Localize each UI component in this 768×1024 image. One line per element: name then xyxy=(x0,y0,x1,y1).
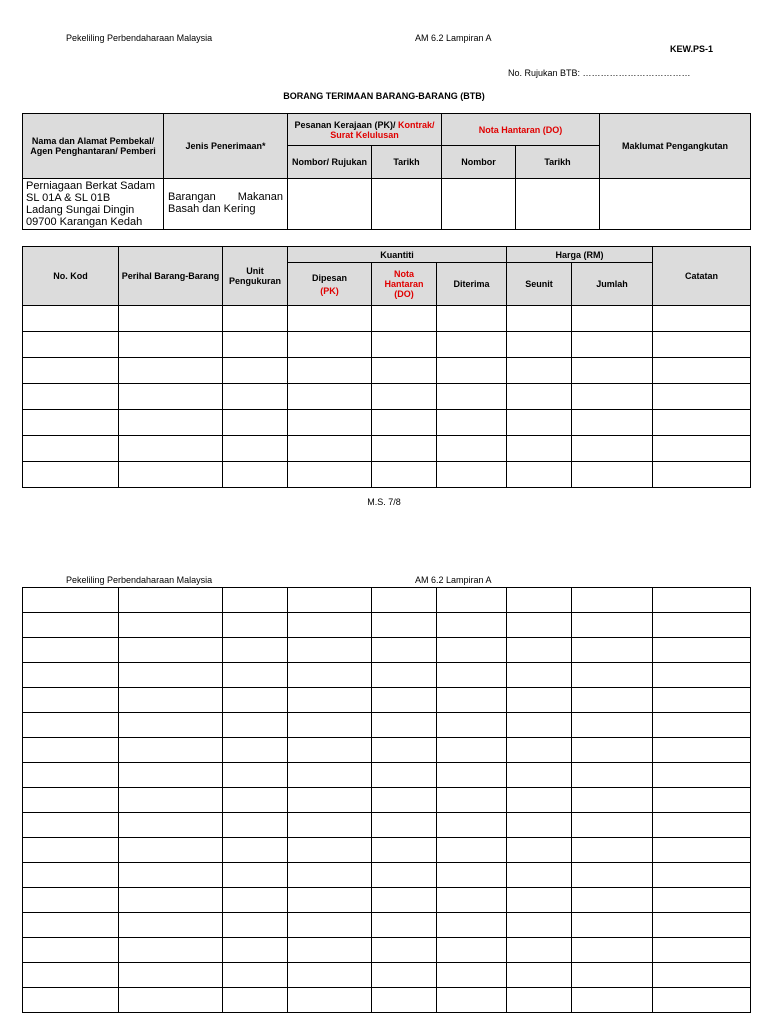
table-cell[interactable] xyxy=(372,663,437,688)
table-cell[interactable] xyxy=(572,713,653,738)
table-cell[interactable] xyxy=(23,588,119,613)
table-cell[interactable] xyxy=(572,410,653,436)
table-cell[interactable] xyxy=(288,332,372,358)
table-cell[interactable] xyxy=(507,988,572,1013)
table-cell[interactable] xyxy=(288,938,372,963)
table-cell[interactable] xyxy=(223,588,288,613)
table-cell[interactable] xyxy=(223,663,288,688)
do-number-header: Nombor xyxy=(442,146,516,179)
table-cell[interactable] xyxy=(23,638,119,663)
table-cell[interactable] xyxy=(372,462,437,488)
table-cell[interactable] xyxy=(119,738,223,763)
table-row xyxy=(23,913,751,938)
table-cell[interactable] xyxy=(223,713,288,738)
price-header: Harga (RM) xyxy=(507,247,653,263)
appendix-ref-p2: AM 6.2 Lampiran A xyxy=(415,575,492,585)
ref-number-header: Nombor/ Rujukan xyxy=(288,146,372,179)
table-cell[interactable] xyxy=(223,306,288,332)
table-cell[interactable] xyxy=(119,613,223,638)
table-cell[interactable] xyxy=(653,358,751,384)
table-cell[interactable] xyxy=(653,613,751,638)
table-cell[interactable] xyxy=(572,838,653,863)
table-cell[interactable] xyxy=(288,963,372,988)
table-cell[interactable] xyxy=(372,913,437,938)
table-cell[interactable] xyxy=(288,436,372,462)
table-cell[interactable] xyxy=(23,788,119,813)
table-cell[interactable] xyxy=(507,813,572,838)
table-cell[interactable] xyxy=(119,863,223,888)
table-cell[interactable] xyxy=(119,588,223,613)
table-cell[interactable] xyxy=(23,613,119,638)
table-cell[interactable] xyxy=(23,838,119,863)
table-row xyxy=(23,763,751,788)
table-cell[interactable] xyxy=(119,963,223,988)
table-cell[interactable] xyxy=(288,410,372,436)
table-cell[interactable] xyxy=(437,738,507,763)
table-cell[interactable] xyxy=(572,384,653,410)
table-cell[interactable] xyxy=(572,738,653,763)
table-cell[interactable] xyxy=(653,988,751,1013)
table-cell[interactable] xyxy=(23,688,119,713)
table-row xyxy=(23,436,751,462)
table-cell[interactable] xyxy=(288,988,372,1013)
table-cell[interactable] xyxy=(372,410,437,436)
ref-number-cell[interactable] xyxy=(288,179,372,230)
transport-info-cell[interactable] xyxy=(600,179,751,230)
table-cell[interactable] xyxy=(653,888,751,913)
table-cell[interactable] xyxy=(23,938,119,963)
circular-name: Pekeliling Perbendaharaan Malaysia xyxy=(66,33,213,43)
do-date-header: Tarikh xyxy=(516,146,600,179)
supplier-line: SL 01A & SL 01B xyxy=(26,192,111,204)
table-cell[interactable] xyxy=(223,462,288,488)
table-cell[interactable] xyxy=(572,462,653,488)
table-cell[interactable] xyxy=(372,358,437,384)
table-row xyxy=(23,663,751,688)
table-cell[interactable] xyxy=(223,863,288,888)
transport-info-header: Maklumat Pengangkutan xyxy=(600,114,751,179)
table-row xyxy=(23,588,751,613)
total-header: Jumlah xyxy=(572,263,653,306)
table-cell[interactable] xyxy=(23,713,119,738)
table-cell[interactable] xyxy=(372,888,437,913)
table-cell[interactable] xyxy=(119,663,223,688)
table-cell[interactable] xyxy=(653,688,751,713)
table-cell[interactable] xyxy=(23,332,119,358)
table-row xyxy=(23,988,751,1013)
table-cell[interactable] xyxy=(23,384,119,410)
form-title: BORANG TERIMAAN BARANG-BARANG (BTB) xyxy=(283,91,485,101)
supplier-line: 09700 Karangan Kedah xyxy=(26,216,143,228)
table-cell[interactable] xyxy=(507,306,572,332)
receipt-type-header: Jenis Penerimaan* xyxy=(164,114,288,179)
table-cell[interactable] xyxy=(572,332,653,358)
table-cell[interactable] xyxy=(572,663,653,688)
table-cell[interactable] xyxy=(288,863,372,888)
contract-label: Kontrak/ Surat Kelulusan xyxy=(330,119,435,140)
supplier-name-header: Nama dan Alamat Pembekal/ Agen Penghantaran/ Pemberi xyxy=(23,114,164,179)
table-cell[interactable] xyxy=(507,436,572,462)
table-cell[interactable] xyxy=(23,306,119,332)
table-cell[interactable] xyxy=(119,332,223,358)
circular-name-p2: Pekeliling Perbendaharaan Malaysia xyxy=(66,575,213,585)
table-cell[interactable] xyxy=(372,588,437,613)
table-cell[interactable] xyxy=(119,888,223,913)
table-row xyxy=(23,638,751,663)
table-cell[interactable] xyxy=(288,888,372,913)
order-date-cell[interactable] xyxy=(372,179,442,230)
table-cell[interactable] xyxy=(653,738,751,763)
table-cell[interactable] xyxy=(572,788,653,813)
table-cell[interactable] xyxy=(437,462,507,488)
table-cell[interactable] xyxy=(437,663,507,688)
table-cell[interactable] xyxy=(507,588,572,613)
items-table xyxy=(22,246,751,488)
code-header: No. Kod xyxy=(23,247,119,306)
table-cell[interactable] xyxy=(437,358,507,384)
table-cell[interactable] xyxy=(119,938,223,963)
table-cell[interactable] xyxy=(572,638,653,663)
unit-price-header: Seunit xyxy=(507,263,572,306)
table-cell[interactable] xyxy=(653,638,751,663)
table-cell[interactable] xyxy=(23,738,119,763)
table-cell[interactable] xyxy=(572,963,653,988)
table-cell[interactable] xyxy=(572,588,653,613)
table-cell[interactable] xyxy=(572,913,653,938)
table-cell[interactable] xyxy=(572,988,653,1013)
table-cell[interactable] xyxy=(223,410,288,436)
items-table-continued xyxy=(22,587,751,1013)
table-cell[interactable] xyxy=(437,938,507,963)
table-cell[interactable] xyxy=(23,462,119,488)
table-cell[interactable] xyxy=(437,713,507,738)
table-cell[interactable] xyxy=(653,913,751,938)
table-cell[interactable] xyxy=(437,613,507,638)
receipt-type-cell[interactable]: Barangan Makanan Basah dan Kering xyxy=(164,179,288,230)
table-cell[interactable] xyxy=(653,332,751,358)
table-cell[interactable] xyxy=(223,358,288,384)
table-cell[interactable] xyxy=(653,410,751,436)
table-cell[interactable] xyxy=(223,813,288,838)
table-cell[interactable] xyxy=(223,888,288,913)
description-header: Perihal Barang-Barang xyxy=(119,247,223,306)
table-cell[interactable] xyxy=(119,384,223,410)
table-cell[interactable] xyxy=(507,410,572,436)
table-row xyxy=(23,384,751,410)
table-cell[interactable] xyxy=(572,813,653,838)
table-cell[interactable] xyxy=(119,988,223,1013)
table-row xyxy=(23,306,751,332)
table-cell[interactable] xyxy=(507,713,572,738)
table-cell[interactable] xyxy=(372,763,437,788)
table-cell[interactable] xyxy=(372,713,437,738)
table-row xyxy=(23,410,751,436)
table-cell[interactable] xyxy=(572,436,653,462)
table-cell[interactable] xyxy=(372,638,437,663)
delivery-note-qty-header: Nota Hantaran (DO) xyxy=(372,263,437,306)
table-cell[interactable] xyxy=(507,838,572,863)
table-row xyxy=(23,938,751,963)
table-cell[interactable] xyxy=(572,688,653,713)
table-cell[interactable] xyxy=(437,838,507,863)
ordered-header xyxy=(288,263,372,306)
table-cell[interactable] xyxy=(437,638,507,663)
table-cell[interactable] xyxy=(653,838,751,863)
table-cell[interactable] xyxy=(372,813,437,838)
table-cell[interactable] xyxy=(507,738,572,763)
received-header: Diterima xyxy=(437,263,507,306)
table-cell[interactable] xyxy=(437,888,507,913)
table-cell[interactable] xyxy=(23,963,119,988)
table-cell[interactable] xyxy=(119,838,223,863)
unit-header: Unit Pengukuran xyxy=(223,247,288,306)
btb-reference: No. Rujukan BTB: ……………………………… xyxy=(508,68,691,78)
ordered-label: Dipesan xyxy=(311,272,347,283)
table-cell[interactable] xyxy=(372,938,437,963)
table-cell[interactable] xyxy=(653,938,751,963)
table-cell[interactable] xyxy=(372,863,437,888)
table-cell[interactable] xyxy=(119,913,223,938)
table-row xyxy=(23,738,751,763)
table-cell[interactable] xyxy=(119,688,223,713)
table-row xyxy=(23,713,751,738)
table-cell[interactable] xyxy=(23,888,119,913)
table-cell[interactable] xyxy=(372,306,437,332)
table-row xyxy=(23,462,751,488)
table-cell[interactable] xyxy=(119,813,223,838)
table-cell[interactable] xyxy=(437,963,507,988)
table-cell[interactable] xyxy=(653,788,751,813)
table-row xyxy=(23,358,751,384)
remarks-header: Catatan xyxy=(653,247,751,306)
supplier-table xyxy=(22,113,751,230)
table-cell[interactable] xyxy=(288,688,372,713)
table-cell[interactable] xyxy=(23,763,119,788)
table-cell[interactable] xyxy=(223,938,288,963)
table-cell[interactable] xyxy=(223,988,288,1013)
table-cell[interactable] xyxy=(507,638,572,663)
table-cell[interactable] xyxy=(23,663,119,688)
table-cell[interactable] xyxy=(288,913,372,938)
gov-order-header xyxy=(288,114,442,146)
table-cell[interactable] xyxy=(288,838,372,863)
appendix-ref: AM 6.2 Lampiran A xyxy=(415,33,492,43)
table-cell[interactable] xyxy=(653,813,751,838)
table-cell[interactable] xyxy=(288,638,372,663)
table-cell[interactable] xyxy=(507,688,572,713)
table-cell[interactable] xyxy=(372,436,437,462)
table-cell[interactable] xyxy=(507,663,572,688)
table-cell[interactable] xyxy=(288,663,372,688)
table-cell[interactable] xyxy=(572,613,653,638)
table-cell[interactable] xyxy=(437,332,507,358)
table-cell[interactable] xyxy=(372,738,437,763)
table-cell[interactable] xyxy=(23,988,119,1013)
table-cell[interactable] xyxy=(437,913,507,938)
table-cell[interactable] xyxy=(572,763,653,788)
table-cell[interactable] xyxy=(288,713,372,738)
do-date-cell[interactable] xyxy=(516,179,600,230)
table-cell[interactable] xyxy=(437,410,507,436)
table-cell[interactable] xyxy=(288,588,372,613)
table-row xyxy=(23,888,751,913)
table-row xyxy=(23,838,751,863)
table-cell[interactable] xyxy=(23,358,119,384)
supplier-line: Ladang Sungai Dingin xyxy=(26,204,135,216)
table-cell[interactable] xyxy=(572,938,653,963)
table-cell[interactable] xyxy=(507,332,572,358)
table-cell[interactable] xyxy=(119,763,223,788)
table-cell[interactable] xyxy=(437,588,507,613)
table-cell[interactable] xyxy=(223,788,288,813)
table-cell[interactable] xyxy=(23,410,119,436)
table-row xyxy=(23,813,751,838)
table-cell[interactable] xyxy=(437,306,507,332)
supplier-address-cell[interactable] xyxy=(23,179,164,230)
table-cell[interactable] xyxy=(288,462,372,488)
table-cell[interactable] xyxy=(437,763,507,788)
quantity-header: Kuantiti xyxy=(288,247,507,263)
table-cell[interactable] xyxy=(223,638,288,663)
table-cell[interactable] xyxy=(507,788,572,813)
table-cell[interactable] xyxy=(223,763,288,788)
table-cell[interactable] xyxy=(507,888,572,913)
table-cell[interactable] xyxy=(223,963,288,988)
table-cell[interactable] xyxy=(288,384,372,410)
table-cell[interactable] xyxy=(288,613,372,638)
table-cell[interactable] xyxy=(653,588,751,613)
table-cell[interactable] xyxy=(507,863,572,888)
table-row xyxy=(23,863,751,888)
table-cell[interactable] xyxy=(372,988,437,1013)
table-cell[interactable] xyxy=(437,436,507,462)
table-cell[interactable] xyxy=(288,358,372,384)
table-cell[interactable] xyxy=(653,436,751,462)
table-cell[interactable] xyxy=(223,613,288,638)
table-cell[interactable] xyxy=(372,788,437,813)
table-row xyxy=(23,788,751,813)
pk-label: (PK) xyxy=(320,285,339,296)
form-code: KEW.PS-1 xyxy=(670,44,714,54)
table-cell[interactable] xyxy=(653,462,751,488)
table-cell[interactable] xyxy=(437,988,507,1013)
table-cell[interactable] xyxy=(572,306,653,332)
page-number: M.S. 7/8 xyxy=(367,497,401,507)
table-cell[interactable] xyxy=(507,963,572,988)
table-cell[interactable] xyxy=(437,688,507,713)
table-cell[interactable] xyxy=(653,963,751,988)
table-cell[interactable] xyxy=(119,358,223,384)
table-cell[interactable] xyxy=(223,332,288,358)
table-cell[interactable] xyxy=(507,938,572,963)
table-cell[interactable] xyxy=(119,436,223,462)
table-cell[interactable] xyxy=(372,613,437,638)
gov-order-label: Pesanan Kerajaan (PK)/ xyxy=(294,119,399,130)
table-cell[interactable] xyxy=(223,436,288,462)
table-cell[interactable] xyxy=(507,384,572,410)
table-row xyxy=(23,688,751,713)
table-cell[interactable] xyxy=(372,963,437,988)
table-cell[interactable] xyxy=(119,462,223,488)
table-cell[interactable] xyxy=(223,838,288,863)
table-cell[interactable] xyxy=(653,384,751,410)
table-cell[interactable] xyxy=(437,863,507,888)
table-cell[interactable] xyxy=(507,358,572,384)
table-cell[interactable] xyxy=(507,913,572,938)
table-cell[interactable] xyxy=(288,788,372,813)
table-cell[interactable] xyxy=(653,306,751,332)
table-cell[interactable] xyxy=(288,738,372,763)
table-row xyxy=(23,332,751,358)
table-cell[interactable] xyxy=(223,688,288,713)
do-number-cell[interactable] xyxy=(442,179,516,230)
table-cell[interactable] xyxy=(23,436,119,462)
table-cell[interactable] xyxy=(437,813,507,838)
table-cell[interactable] xyxy=(288,813,372,838)
table-cell[interactable] xyxy=(119,410,223,436)
table-cell[interactable] xyxy=(119,306,223,332)
table-cell[interactable] xyxy=(119,788,223,813)
supplier-line: Perniagaan Berkat Sadam xyxy=(26,180,156,192)
table-cell[interactable] xyxy=(507,613,572,638)
table-cell[interactable] xyxy=(437,788,507,813)
table-cell[interactable] xyxy=(372,838,437,863)
table-cell[interactable] xyxy=(119,713,223,738)
table-cell[interactable] xyxy=(653,713,751,738)
table-cell[interactable] xyxy=(507,462,572,488)
table-cell[interactable] xyxy=(288,306,372,332)
table-cell[interactable] xyxy=(572,888,653,913)
table-cell[interactable] xyxy=(23,813,119,838)
delivery-note-header: Nota Hantaran (DO) xyxy=(442,114,600,146)
table-row xyxy=(23,613,751,638)
order-date-header: Tarikh xyxy=(372,146,442,179)
table-cell[interactable] xyxy=(437,384,507,410)
table-cell[interactable] xyxy=(372,688,437,713)
table-cell[interactable] xyxy=(653,663,751,688)
table-cell[interactable] xyxy=(23,863,119,888)
table-cell[interactable] xyxy=(223,738,288,763)
table-cell[interactable] xyxy=(223,913,288,938)
table-cell[interactable] xyxy=(572,863,653,888)
table-cell[interactable] xyxy=(572,358,653,384)
table-cell[interactable] xyxy=(372,332,437,358)
table-cell[interactable] xyxy=(119,638,223,663)
table-cell[interactable] xyxy=(653,863,751,888)
table-cell[interactable] xyxy=(223,384,288,410)
table-cell[interactable] xyxy=(288,763,372,788)
table-cell[interactable] xyxy=(372,384,437,410)
table-cell[interactable] xyxy=(23,913,119,938)
table-cell[interactable] xyxy=(507,763,572,788)
table-row xyxy=(23,963,751,988)
table-cell[interactable] xyxy=(653,763,751,788)
